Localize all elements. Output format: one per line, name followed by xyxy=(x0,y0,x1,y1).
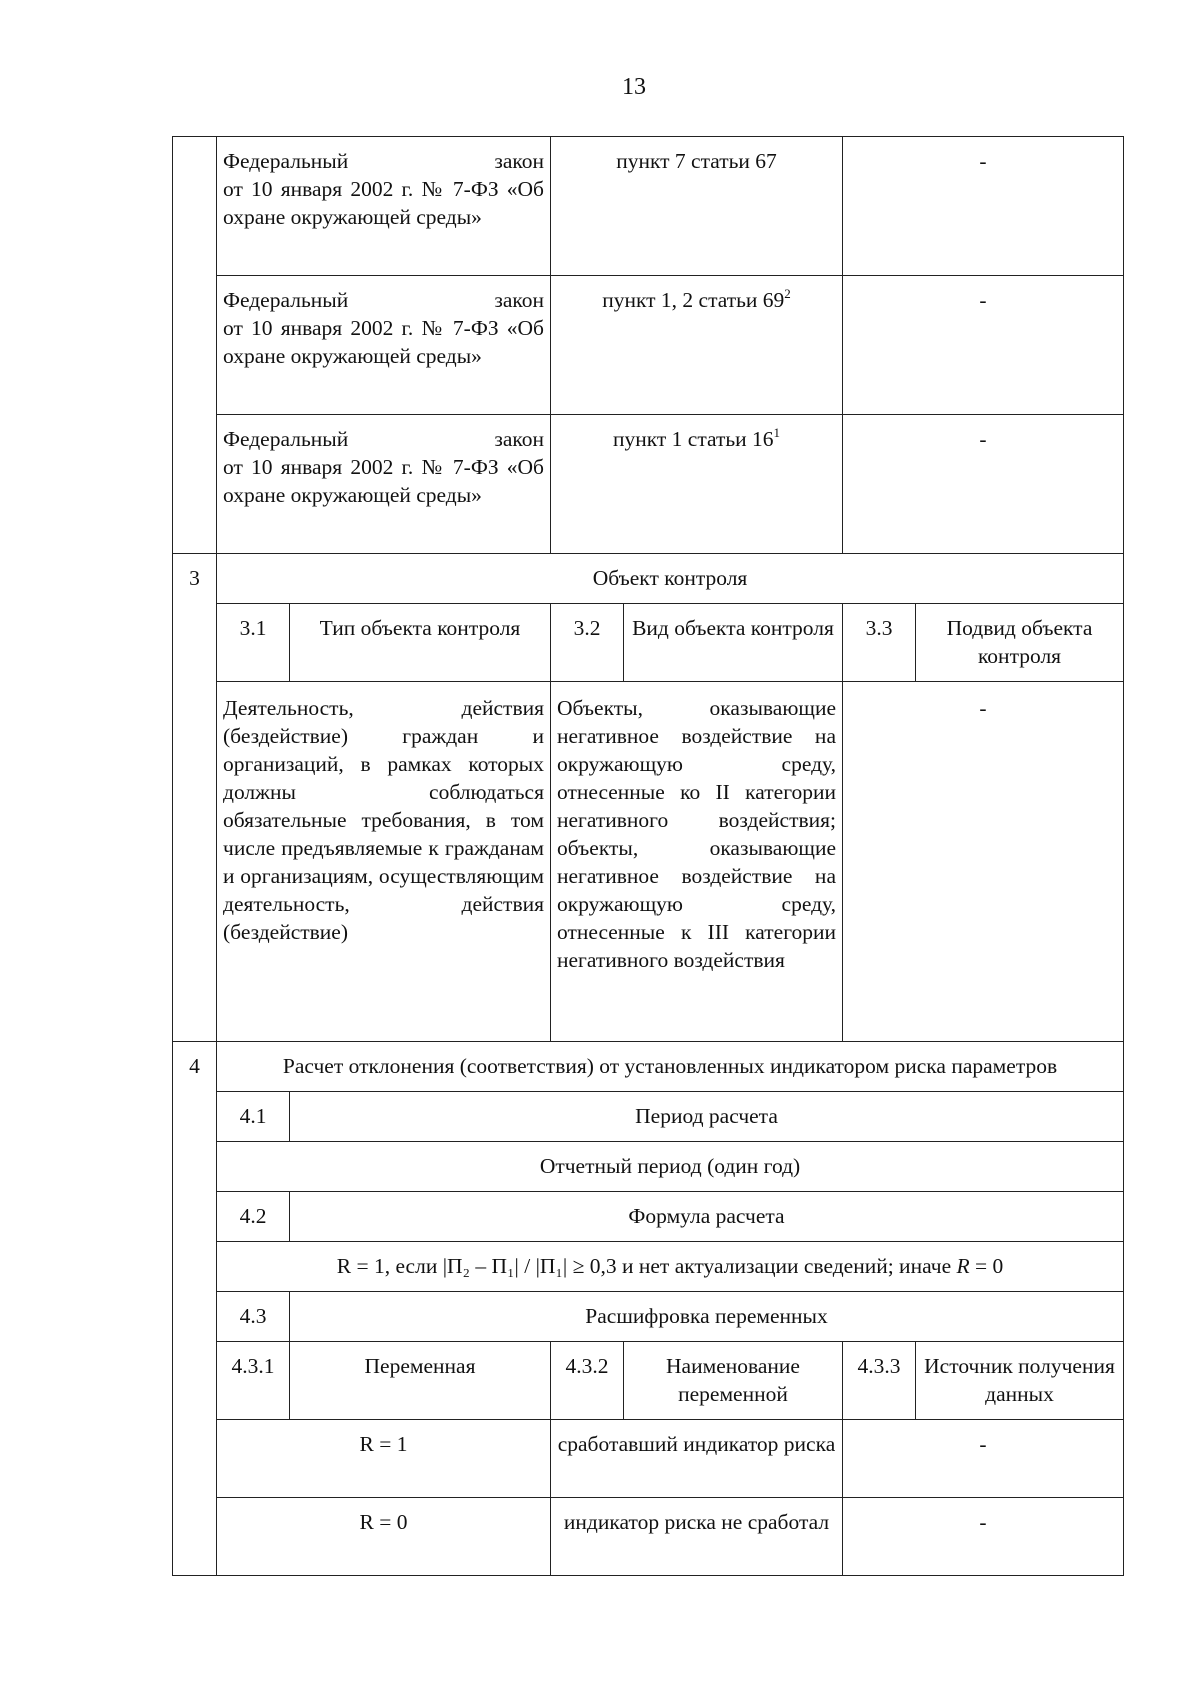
page-number: 13 xyxy=(622,74,646,100)
law-details: от 10 января 2002 г. № 7-ФЗ «Об охране окружающей среды» xyxy=(223,455,544,507)
kind-header: Вид объекта контроля xyxy=(624,604,843,682)
section4-title-row xyxy=(173,1042,1124,1092)
variable-source: - xyxy=(843,1498,1124,1576)
variable-value: R = 0 xyxy=(217,1498,551,1576)
reference-sup: 2 xyxy=(784,285,791,301)
section3-title: Объект контроля xyxy=(217,554,1124,604)
law-row xyxy=(173,276,1124,415)
variable-name-col-number: 4.3.2 xyxy=(551,1342,624,1420)
section3-number: 3 xyxy=(173,554,217,1042)
source-col-header: Источник получения данных xyxy=(916,1342,1124,1420)
reference-cell xyxy=(551,415,843,554)
continuation-number-cell xyxy=(173,137,217,554)
variable-row xyxy=(173,1498,1124,1576)
subkind-header: Подвид объекта контроля xyxy=(916,604,1124,682)
law-row xyxy=(173,415,1124,554)
law-title: Федеральный закон xyxy=(223,288,544,312)
law-details: от 10 января 2002 г. № 7-ФЗ «Об охране окружающей среды» xyxy=(223,177,544,229)
kind-number: 3.2 xyxy=(551,604,624,682)
law-details: от 10 января 2002 г. № 7-ФЗ «Об охране окружающей среды» xyxy=(223,316,544,368)
variable-name-col-header: Наименование переменной xyxy=(624,1342,843,1420)
variables-header: Расшифровка переменных xyxy=(290,1292,1124,1342)
variable-name: индикатор риска не сработал xyxy=(551,1498,843,1576)
formula-value-row xyxy=(173,1242,1124,1292)
section3-header-row xyxy=(173,604,1124,682)
law-title: Федеральный закон xyxy=(223,149,544,173)
object-type-text: Деятельность, действия (бездействие) граждан и организаций, в рамках которых должны соблюдаться обязательные требования, в том числе предъявляемые к гражданам и организациям, осуществляющим деятельность, действия (бездействие) xyxy=(217,682,551,1042)
law-cell xyxy=(217,276,551,415)
extra-cell: - xyxy=(843,137,1124,276)
object-subkind-text: - xyxy=(843,682,1124,1042)
formula-number: 4.2 xyxy=(217,1192,290,1242)
section4-number: 4 xyxy=(173,1042,217,1576)
formula-text: R = 1, если |П₂ – П₁| / |П₁| ≥ 0,3 и нет актуализации сведений; иначе xyxy=(336,1254,957,1278)
formula-header: Формула расчета xyxy=(290,1192,1124,1242)
section3-title-row xyxy=(173,554,1124,604)
period-header-row xyxy=(173,1092,1124,1142)
variable-row xyxy=(173,1420,1124,1498)
reference-text: пункт 7 статьи 67 xyxy=(616,149,777,173)
reference-sup: 1 xyxy=(773,424,781,440)
section4-title: Расчет отклонения (соответствия) от установленных индикатором риска параметров xyxy=(217,1042,1124,1092)
formula-header-row xyxy=(173,1192,1124,1242)
reference-cell xyxy=(551,137,843,276)
section3-values-row xyxy=(173,682,1124,1042)
variables-header-row xyxy=(173,1292,1124,1342)
reference-text: пункт 1, 2 статьи 69 xyxy=(602,288,785,312)
document-table xyxy=(172,136,1124,1576)
reference-cell xyxy=(551,276,843,415)
variables-number: 4.3 xyxy=(217,1292,290,1342)
variable-name: сработавший индикатор риска xyxy=(551,1420,843,1498)
period-value: Отчетный период (один год) xyxy=(217,1142,1124,1192)
subkind-number: 3.3 xyxy=(843,604,916,682)
law-cell xyxy=(217,137,551,276)
variable-source: - xyxy=(843,1420,1124,1498)
period-header: Период расчета xyxy=(290,1092,1124,1142)
object-kind-text: Объекты, оказывающие негативное воздействие на окружающую среду, отнесенные ко II категории негативного воздействия; объекты, оказывающие негативное воздействие на окружающую среду, отнесенные к III категории негативного воздействия xyxy=(551,682,843,1042)
variable-col-number: 4.3.1 xyxy=(217,1342,290,1420)
source-col-number: 4.3.3 xyxy=(843,1342,916,1420)
variables-columns-row xyxy=(173,1342,1124,1420)
law-row xyxy=(173,137,1124,276)
law-cell xyxy=(217,415,551,554)
law-title: Федеральный закон xyxy=(223,427,544,451)
variable-col-header: Переменная xyxy=(290,1342,551,1420)
period-number: 4.1 xyxy=(217,1092,290,1142)
type-number: 3.1 xyxy=(217,604,290,682)
formula-value xyxy=(217,1242,1124,1292)
period-value-row xyxy=(173,1142,1124,1192)
type-header: Тип объекта контроля xyxy=(290,604,551,682)
variable-value: R = 1 xyxy=(217,1420,551,1498)
extra-cell: - xyxy=(843,415,1124,554)
extra-cell: - xyxy=(843,276,1124,415)
formula-text-end: = 0 xyxy=(969,1254,1004,1278)
formula-variable: R xyxy=(956,1254,970,1278)
reference-text: пункт 1 статьи 16 xyxy=(612,427,774,451)
